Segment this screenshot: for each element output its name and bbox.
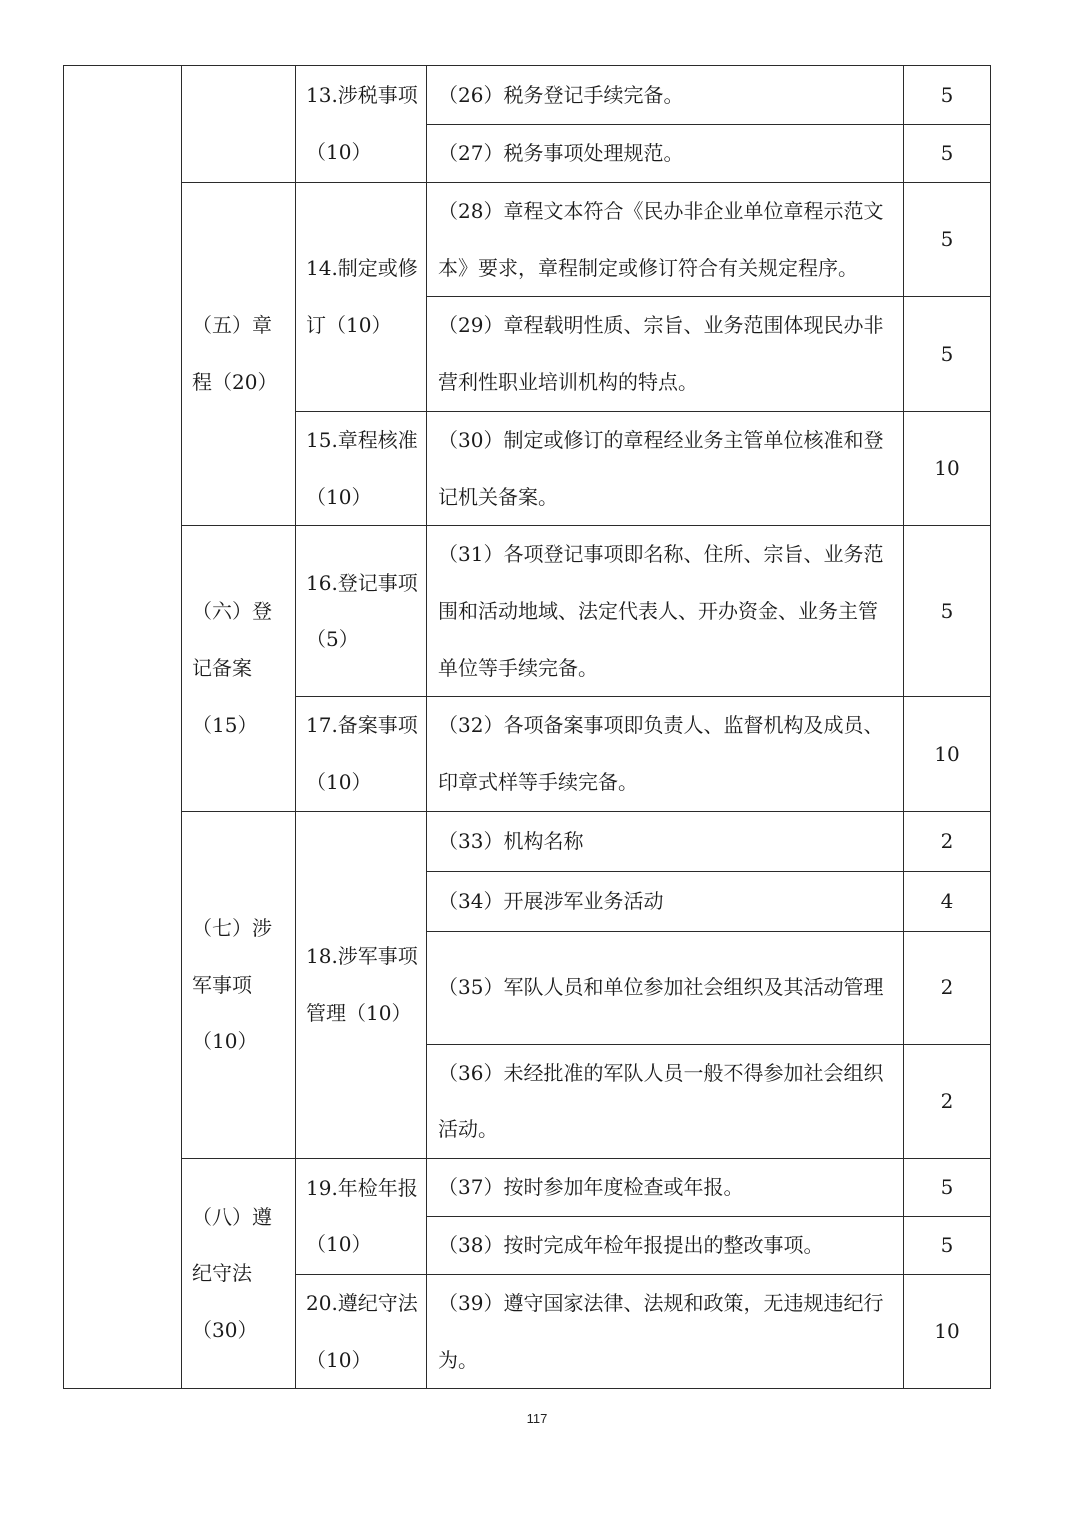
table-row [64, 811, 991, 871]
item-cell: 20.遵纪守法（10） [296, 1274, 427, 1388]
score-cell: 5 [904, 1159, 991, 1217]
standard-cell: （35）军队人员和单位参加社会组织及其活动管理 [427, 931, 904, 1044]
table-row [64, 1159, 991, 1217]
score-cell: 4 [904, 871, 991, 931]
score-cell: 10 [904, 697, 991, 811]
score-cell: 5 [904, 526, 991, 697]
table-row [64, 183, 991, 297]
item-cell: 15.章程核准（10） [296, 411, 427, 525]
item-cell: 13.涉税事项（10） [296, 66, 427, 183]
score-cell: 2 [904, 1044, 991, 1158]
standard-cell: （34）开展涉军业务活动 [427, 871, 904, 931]
item-cell: 18.涉军事项管理（10） [296, 811, 427, 1158]
standard-cell: （37）按时参加年度检查或年报。 [427, 1159, 904, 1217]
evaluation-table [63, 65, 991, 1389]
score-cell: 10 [904, 1274, 991, 1388]
category-cell: （七）涉军事项（10） [182, 811, 296, 1158]
page-number: 117 [526, 1411, 548, 1426]
score-cell: 5 [904, 1217, 991, 1275]
standard-cell: （28）章程文本符合《民办非企业单位章程示范文本》要求，章程制定或修订符合有关规定程序。 [427, 183, 904, 297]
standard-cell: （38）按时完成年检年报提出的整改事项。 [427, 1217, 904, 1275]
score-cell: 5 [904, 183, 991, 297]
score-cell: 5 [904, 125, 991, 183]
standard-cell: （26）税务登记手续完备。 [427, 66, 904, 125]
standard-cell: （31）各项登记事项即名称、住所、宗旨、业务范围和活动地域、法定代表人、开办资金、业务主管单位等手续完备。 [427, 526, 904, 697]
score-cell: 5 [904, 297, 991, 411]
standard-cell: （30）制定或修订的章程经业务主管单位核准和登记机关备案。 [427, 411, 904, 525]
score-cell: 2 [904, 931, 991, 1044]
score-cell: 2 [904, 811, 991, 871]
level1-category-cell [64, 66, 182, 1389]
table-row [64, 66, 991, 125]
standard-cell: （32）各项备案事项即负责人、监督机构及成员、印章式样等手续完备。 [427, 697, 904, 811]
standard-cell: （29）章程载明性质、宗旨、业务范围体现民办非营利性职业培训机构的特点。 [427, 297, 904, 411]
item-cell: 17.备案事项（10） [296, 697, 427, 811]
item-cell: 16.登记事项（5） [296, 526, 427, 697]
score-cell: 10 [904, 411, 991, 525]
category-cell: （六）登记备案（15） [182, 526, 296, 812]
standard-cell: （39）遵守国家法律、法规和政策，无违规违纪行为。 [427, 1274, 904, 1388]
category-cell: （五）章程（20） [182, 183, 296, 526]
score-cell: 5 [904, 66, 991, 125]
standard-cell: （36）未经批准的军队人员一般不得参加社会组织活动。 [427, 1044, 904, 1158]
item-cell: 14.制定或修订（10） [296, 183, 427, 412]
standard-cell: （27）税务事项处理规范。 [427, 125, 904, 183]
standard-cell: （33）机构名称 [427, 811, 904, 871]
category-cell: （八）遵纪守法（30） [182, 1159, 296, 1389]
category-cell [182, 66, 296, 183]
table-row [64, 526, 991, 697]
item-cell: 19.年检年报（10） [296, 1159, 427, 1275]
